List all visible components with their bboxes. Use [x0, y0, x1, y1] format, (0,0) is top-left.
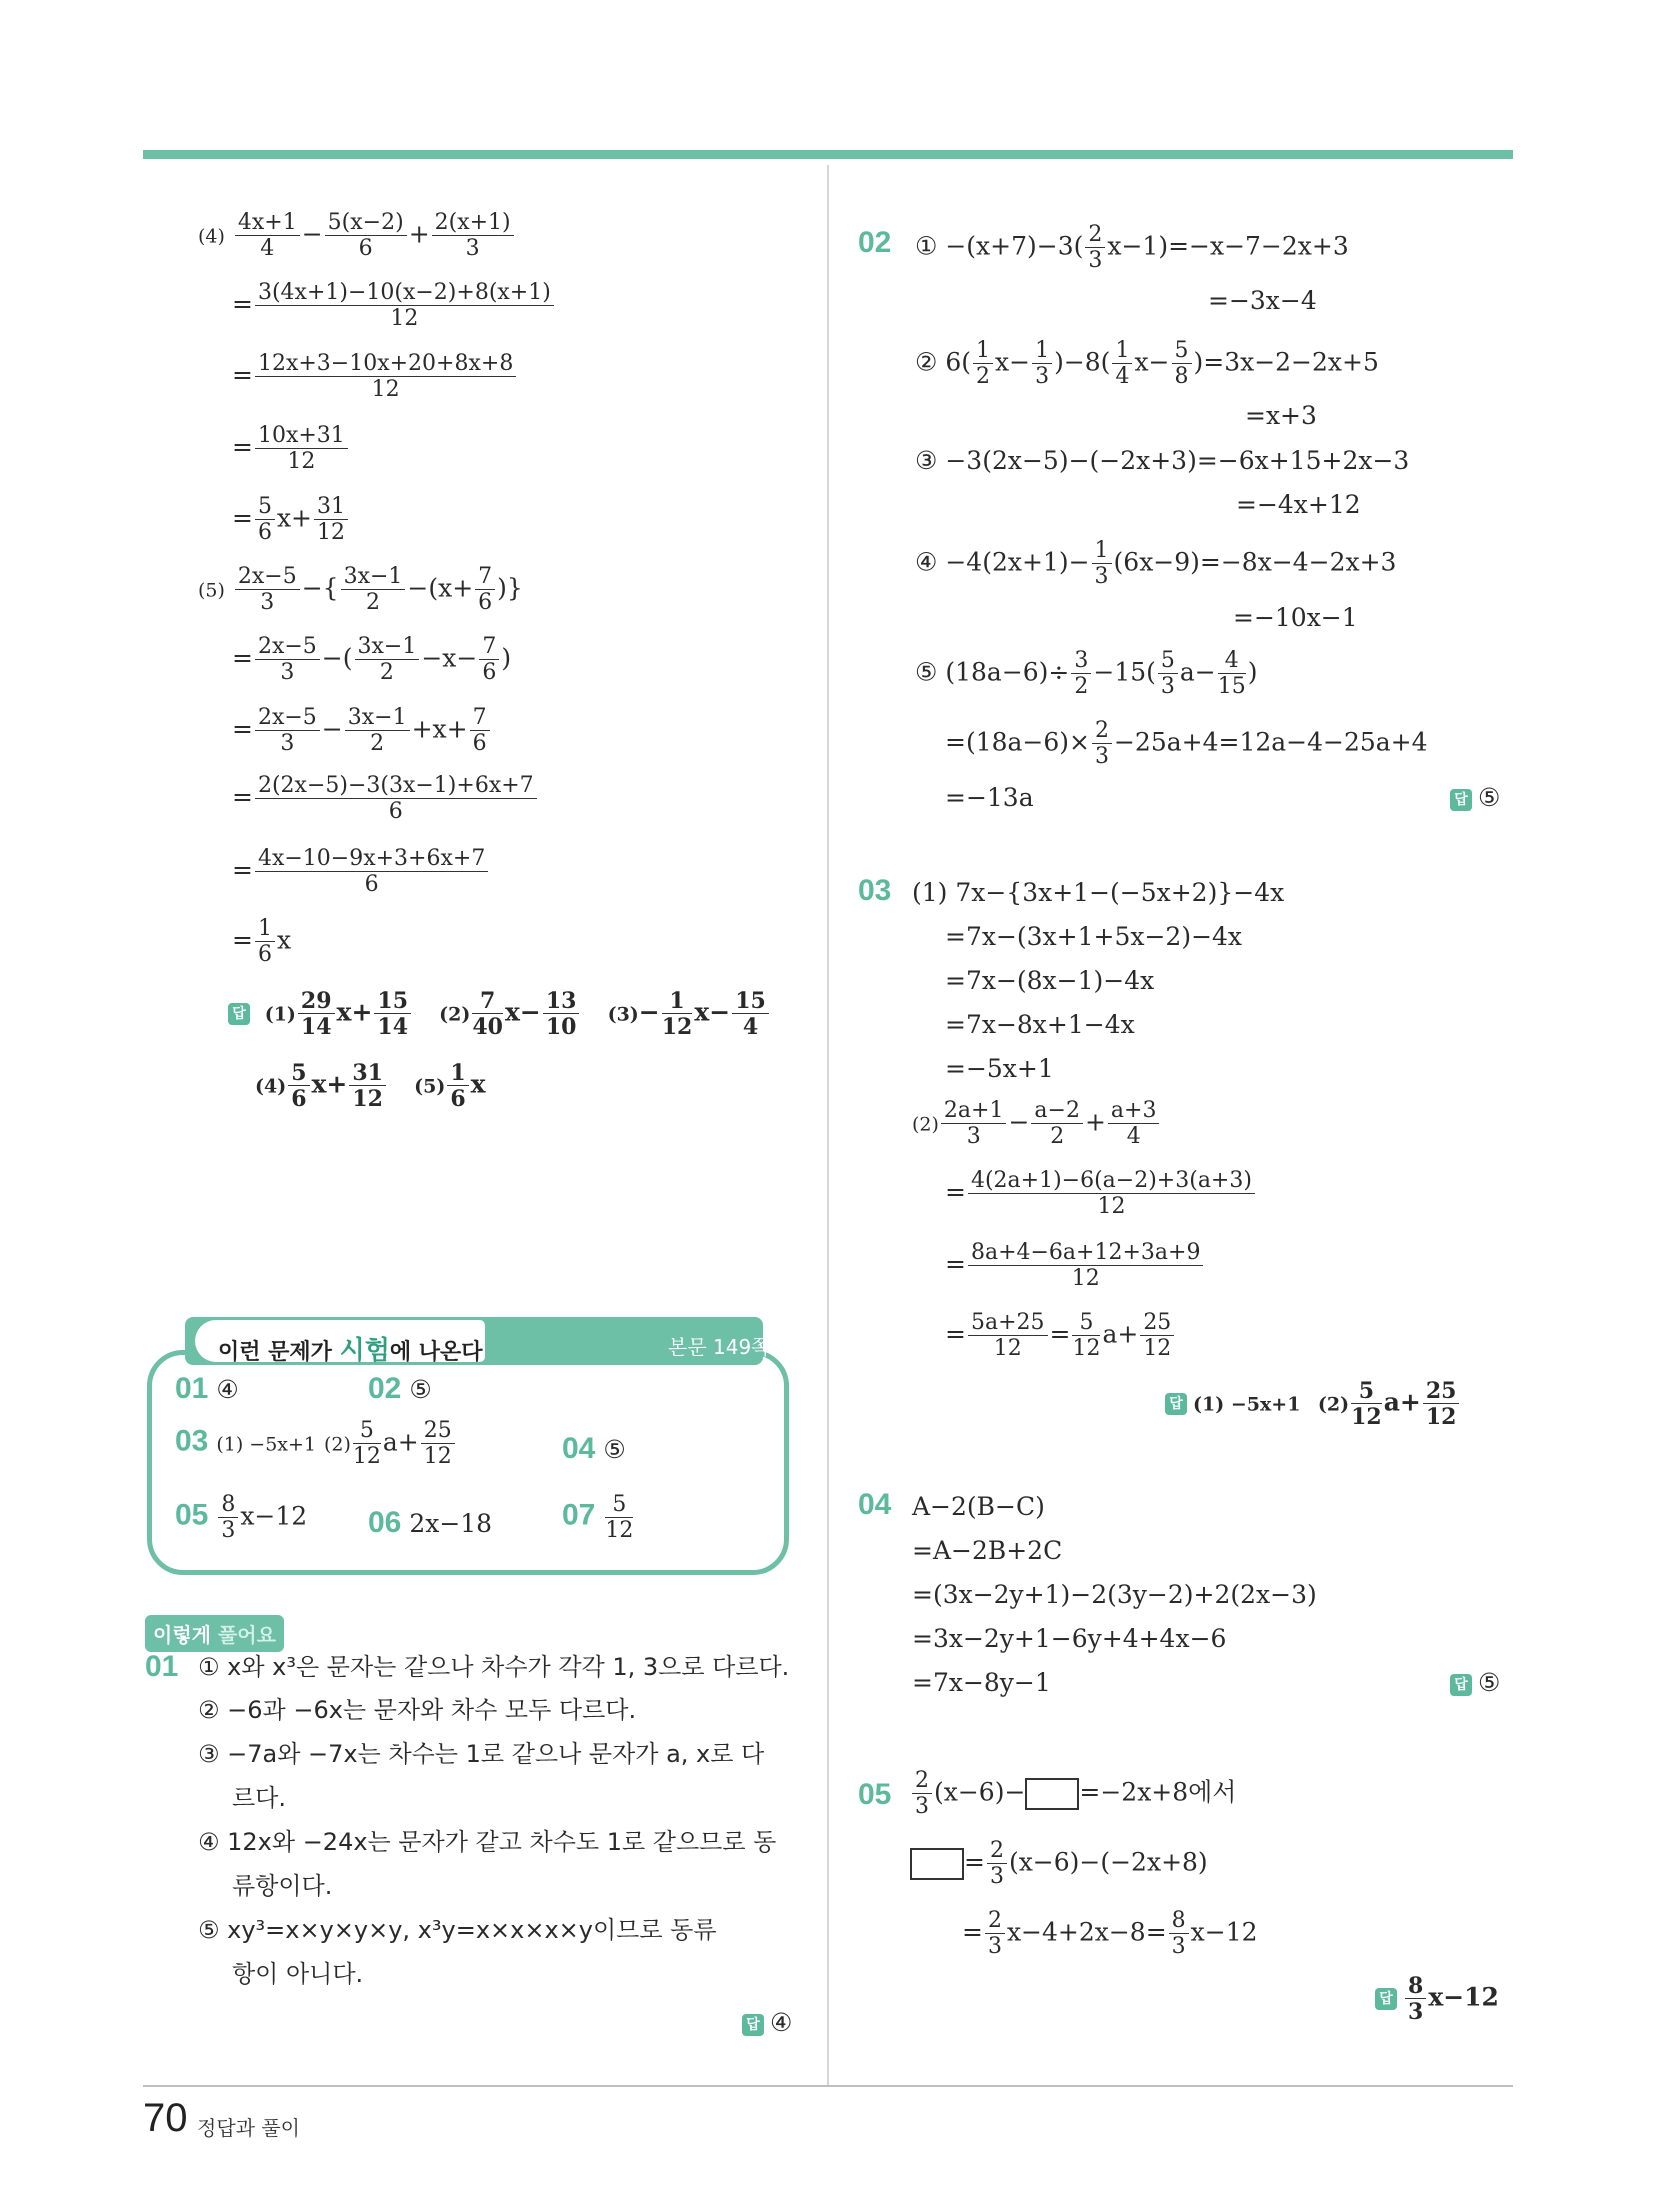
p4-line-2: = $\frac{3(4x+1)-10(x-2)+8(x+1)}{12}$	[232, 282, 556, 330]
s02-c2b: =x+3	[1245, 401, 1317, 430]
solve-section-tag: 이렇게 풀어요	[145, 1615, 284, 1652]
s02-c3b: =−4x+12	[1236, 490, 1361, 519]
p5-line-3: = $\frac{2x-5}{3}$ − $\frac{3x-1}{2}$ +x+ $\frac{7}{6}$	[232, 707, 492, 755]
s01-line-2: ② −6과 −6x는 문자와 차수 모두 다르다.	[198, 1696, 637, 1724]
s01-line-4: 르다.	[232, 1784, 286, 1812]
s02-answer: 답 ⑤	[1450, 785, 1500, 811]
s03-p2-l2: = $\frac{4(2a+1)-6(a-2)+3(a+3)}{12}$	[945, 1170, 1257, 1218]
s04-l2: =A−2B+2C	[912, 1536, 1063, 1565]
answer-badge-icon: 답	[228, 1003, 250, 1025]
footer-rule	[143, 2085, 1513, 2087]
fraction: $\frac{2(x+1)}{3}$	[432, 212, 514, 260]
exam-q03: 03 (1) −5x+1 (2) $\frac{5}{12}$ a+ $\frac{25}{12}$	[175, 1420, 457, 1468]
s03-l5: =−5x+1	[945, 1054, 1054, 1083]
p4-label: (4)	[198, 225, 225, 248]
exam-box-title: 이런 문제가 시험에 나온다	[218, 1336, 483, 1366]
s01-line-5: ④ 12x와 −24x는 문자가 같고 차수도 1로 같으므로 동	[198, 1828, 777, 1856]
blank-box	[1025, 1778, 1079, 1810]
s03-answer: 답 (1) −5x+1 (2) $\frac{5}{12}$ a+ $\frac{25}{12}$	[1165, 1380, 1461, 1428]
exam-q06: 06 2x−18	[368, 1506, 493, 1539]
s03-l4: =7x−8x+1−4x	[945, 1010, 1135, 1039]
p5-line-5: = $\frac{4x-10-9x+3+6x+7}{6}$	[232, 848, 490, 896]
answer-badge-icon: 답	[1165, 1393, 1187, 1415]
exam-q02: 02 ⑤	[368, 1372, 432, 1405]
s03-num: 03	[858, 874, 892, 907]
s04-l3: =(3x−2y+1)−2(3y−2)+2(2x−3)	[912, 1580, 1317, 1609]
s01-num: 01	[145, 1650, 179, 1683]
s02-c2: ② 6( $\frac{1}{2}$ x− $\frac{1}{3}$ )−8( $\frac{1}{4}$ x− $\frac{5}{8}$ )=3x−2−2x+5	[915, 338, 1379, 389]
s01-line-1: ① x와 x³은 문자는 같으나 차수가 각각 1, 3으로 다르다.	[198, 1653, 790, 1681]
s04-l4: =3x−2y+1−6y+4+4x−6	[912, 1624, 1227, 1653]
s04-l1: A−2(B−C)	[912, 1492, 1045, 1521]
s03-l3: =7x−(8x−1)−4x	[945, 966, 1155, 995]
p4-line-3: = $\frac{12x+3-10x+20+8x+8}{12}$	[232, 353, 518, 401]
p5-line-1: (5) $\frac{2x-5}{3}$ −{ $\frac{3x-1}{2}$ −(x+ $\frac{7}{6}$ )}	[198, 564, 523, 615]
s01-answer: 답 ④	[742, 2010, 792, 2036]
s01-line-7: ⑤ xy³=x×y×y×y, x³y=x×x×x×y이므로 동류	[198, 1916, 717, 1944]
answer-badge-icon: 답	[1450, 1674, 1472, 1696]
s01-line-3: ③ −7a와 −7x는 차수는 1로 같으나 문자가 a, x로 다	[198, 1740, 765, 1768]
s03-l2: =7x−(3x+1+5x−2)−4x	[945, 922, 1243, 951]
p4-line-4: = $\frac{10x+31}{12}$	[232, 425, 350, 473]
s02-c5c: =−13a	[945, 783, 1034, 812]
s01-line-6: 류항이다.	[232, 1872, 333, 1900]
exam-q04: 04 ⑤	[562, 1432, 626, 1465]
s01-line-8: 항이 아니다.	[232, 1960, 364, 1988]
fraction: $\frac{4x+1}{4}$	[235, 212, 300, 260]
page-number: 70	[143, 2096, 188, 2140]
s02-c3: ③ −3(2x−5)−(−2x+3)=−6x+15+2x−3	[915, 446, 1410, 475]
s02-c5: ⑤ (18a−6)÷ $\frac{3}{2}$ −15( $\frac{5}{3}$ a− $\frac{4}{15}$ )	[915, 648, 1258, 699]
p4-line-1: (4) $\frac{4x+1}{4}$ − $\frac{5(x-2)}{6}$ + $\frac{2(x+1)}{3}$	[198, 212, 516, 260]
s02-c1: ① −(x+7)−3( $\frac{2}{3}$ x−1)=−x−7−2x+3	[915, 222, 1349, 273]
p5-line-6: = $\frac{1}{6}$ x	[232, 916, 292, 967]
blank-box	[910, 1848, 964, 1880]
s02-num: 02	[858, 226, 892, 259]
s05-l2: = $\frac{2}{3}$ (x−6)−(−2x+8)	[910, 1840, 1208, 1888]
s05-l1: $\frac{2}{3}$ (x−6)− =−2x+8에서	[910, 1770, 1236, 1818]
s04-answer: 답 ⑤	[1450, 1670, 1500, 1696]
page-footer-label: 정답과 풀이	[197, 2116, 300, 2140]
answer-badge-icon: 답	[1375, 1988, 1397, 2010]
exam-q05: 05 $\frac{8}{3}$ x−12	[175, 1492, 308, 1543]
s04-num: 04	[858, 1488, 892, 1521]
exam-q07: 07 $\frac{5}{12}$	[562, 1492, 634, 1543]
fraction: $\frac{5(x-2)}{6}$	[325, 212, 407, 260]
answer-row-1: 답 (1) $\frac{29}{14}$ x+ $\frac{15}{14}$ (2) $\frac{7}{40}$ x− $\frac{13}{10}$ (3)− $\frac{1}{12}$ x− $\frac{15}{4}$	[228, 990, 771, 1038]
s03-p2-l1: (2) $\frac{2a+1}{3}$ − $\frac{a-2}{2}$ + $\frac{a+3}{4}$	[912, 1100, 1161, 1148]
column-divider	[827, 165, 829, 2085]
s02-c4b: =−10x−1	[1233, 603, 1358, 632]
p4-line-5: = $\frac{5}{6}$ x+ $\frac{31}{12}$	[232, 496, 350, 544]
answer-badge-icon: 답	[1450, 789, 1472, 811]
exam-q01: 01 ④	[175, 1372, 239, 1405]
exam-box-page-ref: 본문 149쪽	[668, 1335, 771, 1359]
answer-badge-icon: 답	[742, 2014, 764, 2036]
s04-l5: =7x−8y−1	[912, 1668, 1051, 1697]
s05-answer: 답 $\frac{8}{3}$ x−12	[1375, 1975, 1499, 2023]
s02-c1b: =−3x−4	[1208, 286, 1317, 315]
s02-c4: ④ −4(2x+1)− $\frac{1}{3}$ (6x−9)=−8x−4−2x+3	[915, 538, 1397, 589]
s03-p2-l4: = $\frac{5a+25}{12}$ = $\frac{5}{12}$ a+ $\frac{25}{12}$	[945, 1312, 1176, 1360]
p5-line-4: = $\frac{2(2x-5)-3(3x-1)+6x+7}{6}$	[232, 775, 539, 823]
p5-line-2: = $\frac{2x-5}{3}$ −( $\frac{3x-1}{2}$ −x− $\frac{7}{6}$ )	[232, 634, 512, 685]
s05-num: 05	[858, 1778, 892, 1811]
answer-row-2: (4) $\frac{5}{6}$ x+ $\frac{31}{12}$ (5) $\frac{1}{6}$ x	[255, 1060, 486, 1112]
s03-p2-l3: = $\frac{8a+4-6a+12+3a+9}{12}$	[945, 1242, 1205, 1290]
s05-l3: = $\frac{2}{3}$ x−4+2x−8= $\frac{8}{3}$ x−12	[962, 1908, 1258, 1959]
s02-c5b: =(18a−6)× $\frac{2}{3}$ −25a+4=12a−4−25a+4	[945, 718, 1428, 769]
s03-l1: (1) 7x−{3x+1−(−5x+2)}−4x	[912, 878, 1285, 907]
top-accent-bar	[143, 150, 1513, 159]
